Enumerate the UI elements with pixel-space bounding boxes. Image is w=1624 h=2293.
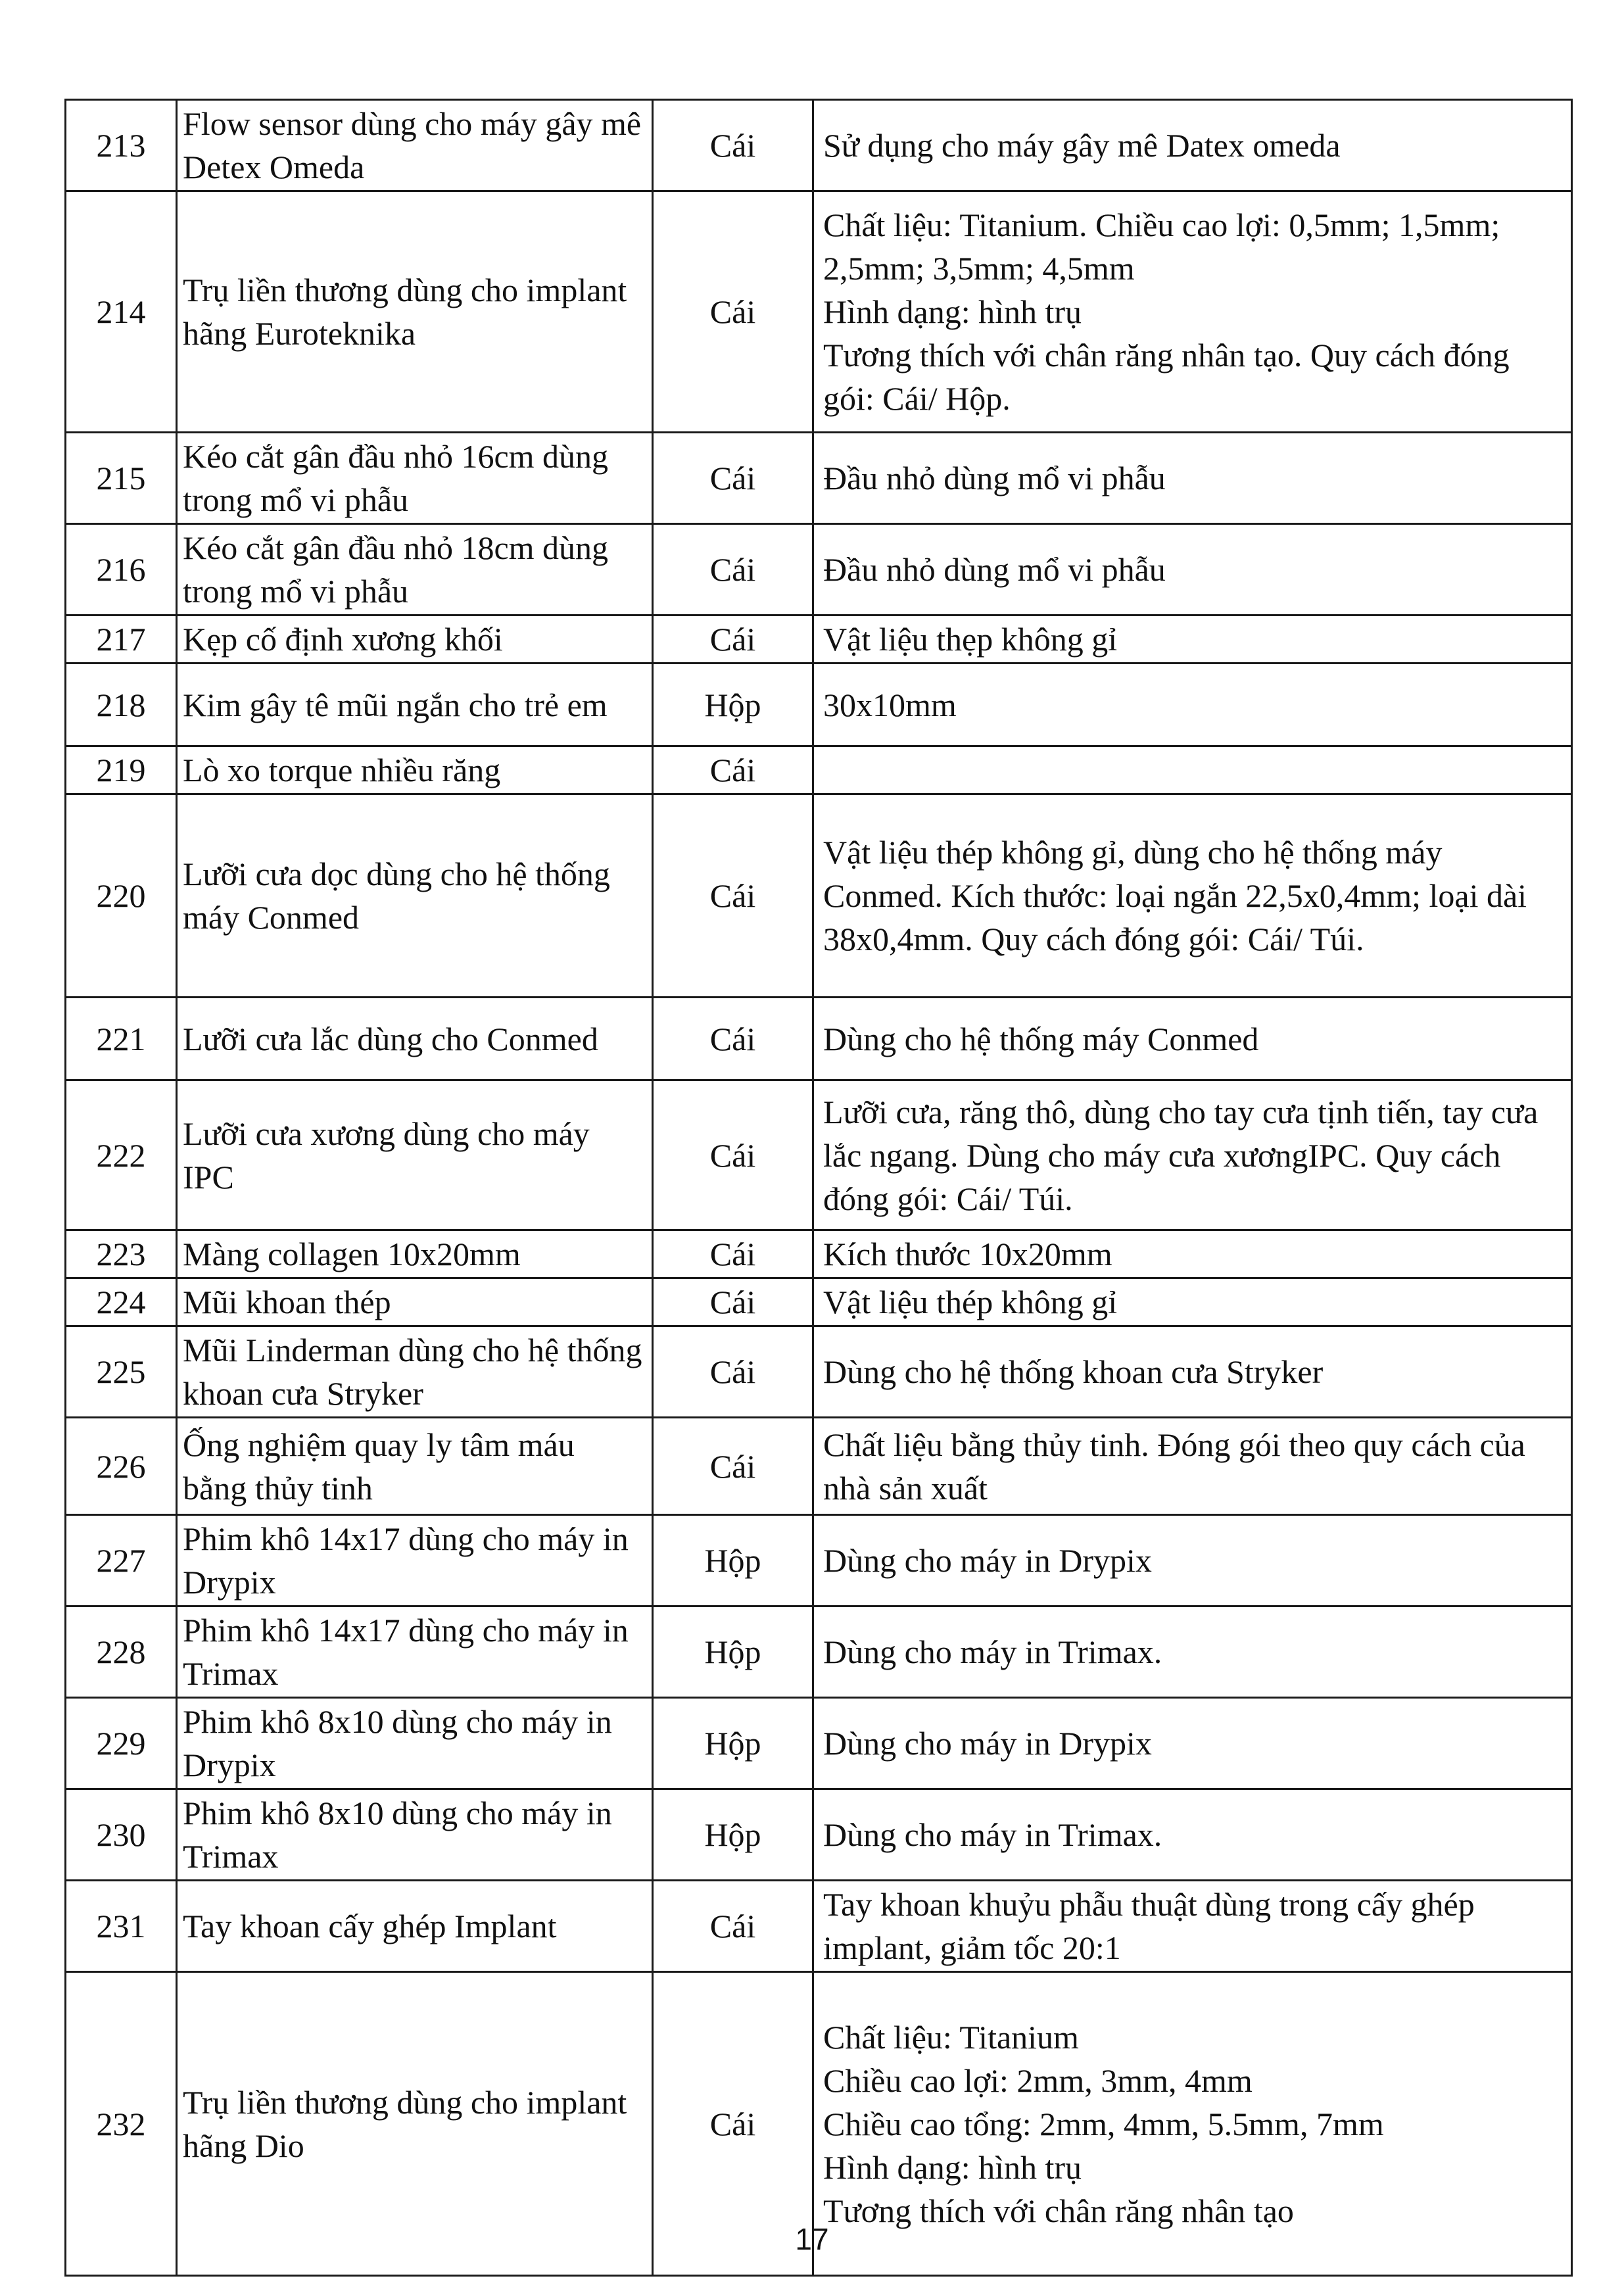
item-name: Kẹp cố định xương khối <box>177 615 653 664</box>
item-description <box>813 664 1572 746</box>
item-name: Phim khô 14x17 dùng cho máy in Drypix <box>177 1515 653 1606</box>
item-name: Lưỡi cưa xương dùng cho máy IPC <box>177 1080 653 1230</box>
item-unit: Cái <box>653 1326 813 1418</box>
item-unit: Cái <box>653 191 813 433</box>
table-body <box>66 100 1572 2276</box>
description-line: Hình dạng: hình trụ <box>823 293 1082 330</box>
table-row <box>66 100 1572 191</box>
table-row <box>66 1230 1572 1278</box>
item-name: Lưỡi cưa lắc dùng cho Conmed <box>177 998 653 1080</box>
item-unit: Cái <box>653 794 813 998</box>
item-name: Phim khô 8x10 dùng cho máy in Trimax <box>177 1789 653 1881</box>
table-row <box>66 1789 1572 1881</box>
row-number: 213 <box>66 100 177 191</box>
row-number: 229 <box>66 1698 177 1789</box>
description-line: Vật liệu thép không gỉ <box>823 1284 1118 1320</box>
item-unit: Hộp <box>653 1515 813 1606</box>
item-description <box>813 794 1572 998</box>
table-row <box>66 998 1572 1080</box>
description-line: Dùng cho máy in Trimax. <box>823 1633 1162 1670</box>
item-unit: Cái <box>653 1881 813 1972</box>
item-description <box>813 524 1572 615</box>
item-description <box>813 1698 1572 1789</box>
item-name: Ống nghiệm quay ly tâm máu bằng thủy tinh <box>177 1418 653 1515</box>
item-description <box>813 1418 1572 1515</box>
item-description <box>813 1515 1572 1606</box>
description-line: Chiều cao tổng: 2mm, 4mm, 5.5mm, 7mm <box>823 2105 1384 2142</box>
item-unit: Hộp <box>653 1606 813 1698</box>
row-number: 224 <box>66 1278 177 1326</box>
row-number: 216 <box>66 524 177 615</box>
item-unit: Cái <box>653 1080 813 1230</box>
description-line: Đầu nhỏ dùng mổ vi phẫu <box>823 460 1166 496</box>
item-name: Kéo cắt gân đầu nhỏ 16cm dùng trong mổ vi phẫu <box>177 433 653 524</box>
row-number: 218 <box>66 664 177 746</box>
table-row <box>66 433 1572 524</box>
description-line: Dùng cho máy in Drypix <box>823 1542 1152 1579</box>
description-line: 30x10mm <box>823 686 957 723</box>
description-line: Dùng cho máy in Trimax. <box>823 1816 1162 1853</box>
row-number: 220 <box>66 794 177 998</box>
row-number: 227 <box>66 1515 177 1606</box>
description-line: Đầu nhỏ dùng mổ vi phẫu <box>823 551 1166 588</box>
description-line: Vật liệu thép không gỉ, dùng cho hệ thống máy Conmed. Kích thước: loại ngắn 22,5x0,4mm; loại dài 38x0,4mm. Quy cách đóng gói: Cái/ Túi. <box>823 834 1527 957</box>
table-row <box>66 746 1572 794</box>
table-row <box>66 1606 1572 1698</box>
table-row <box>66 1418 1572 1515</box>
item-description <box>813 1278 1572 1326</box>
table-row <box>66 1881 1572 1972</box>
table-row <box>66 1515 1572 1606</box>
row-number: 232 <box>66 1972 177 2276</box>
table-row <box>66 664 1572 746</box>
item-name: Trụ liền thương dùng cho implant hãng Dio <box>177 1972 653 2276</box>
description-line: Dùng cho máy in Drypix <box>823 1725 1152 1762</box>
item-description <box>813 191 1572 433</box>
row-number: 219 <box>66 746 177 794</box>
description-line: Dùng cho hệ thống khoan cưa Stryker <box>823 1353 1324 1390</box>
row-number: 228 <box>66 1606 177 1698</box>
row-number: 231 <box>66 1881 177 1972</box>
table-row <box>66 191 1572 433</box>
item-description <box>813 1080 1572 1230</box>
item-unit: Cái <box>653 746 813 794</box>
row-number: 223 <box>66 1230 177 1278</box>
item-description <box>813 1230 1572 1278</box>
description-line: Chiều cao lợi: 2mm, 3mm, 4mm <box>823 2062 1253 2099</box>
item-name: Phim khô 8x10 dùng cho máy in Drypix <box>177 1698 653 1789</box>
item-name: Mũi Linderman dùng cho hệ thống khoan cưa Stryker <box>177 1326 653 1418</box>
item-unit: Cái <box>653 524 813 615</box>
item-description <box>813 433 1572 524</box>
row-number: 221 <box>66 998 177 1080</box>
description-line: Dùng cho hệ thống máy Conmed <box>823 1020 1259 1057</box>
row-number: 222 <box>66 1080 177 1230</box>
item-name: Flow sensor dùng cho máy gây mê Detex Omeda <box>177 100 653 191</box>
item-description <box>813 1881 1572 1972</box>
row-number: 230 <box>66 1789 177 1881</box>
row-number: 225 <box>66 1326 177 1418</box>
table-row <box>66 1698 1572 1789</box>
description-line: Vật liệu thẹp không gỉ <box>823 621 1118 658</box>
description-line: Sử dụng cho máy gây mê Datex omeda <box>823 127 1341 164</box>
table-row <box>66 1326 1572 1418</box>
description-line: Lưỡi cưa, răng thô, dùng cho tay cưa tịnh tiến, tay cưa lắc ngang. Dùng cho máy cưa xươngIPC. Quy cách đóng gói: Cái/ Túi. <box>823 1093 1539 1217</box>
row-number: 226 <box>66 1418 177 1515</box>
table-row <box>66 1278 1572 1326</box>
description-line: Tay khoan khuỷu phẫu thuật dùng trong cấy ghép implant, giảm tốc 20:1 <box>823 1886 1475 1966</box>
item-name: Kéo cắt gân đầu nhỏ 18cm dùng trong mổ vi phẫu <box>177 524 653 615</box>
page-number: 17 <box>795 2222 829 2256</box>
item-unit: Cái <box>653 615 813 664</box>
item-unit: Hộp <box>653 664 813 746</box>
description-line: Chất liệu bằng thủy tinh. Đóng gói theo quy cách của nhà sản xuất <box>823 1426 1525 1507</box>
description-line: Chất liệu: Titanium <box>823 2018 1079 2056</box>
row-number: 217 <box>66 615 177 664</box>
table-row <box>66 524 1572 615</box>
description-line: Kích thước 10x20mm <box>823 1236 1112 1272</box>
item-unit: Cái <box>653 433 813 524</box>
equipment-table <box>64 99 1573 2277</box>
item-unit: Hộp <box>653 1698 813 1789</box>
description-line: Chất liệu: Titanium. Chiều cao lợi: 0,5mm; 1,5mm; 2,5mm; 3,5mm; 4,5mm <box>823 206 1500 287</box>
table-row <box>66 615 1572 664</box>
row-number: 215 <box>66 433 177 524</box>
item-description <box>813 746 1572 794</box>
description-line: Tương thích với chân răng nhân tạo. Quy cách đóng gói: Cái/ Hộp. <box>823 337 1510 417</box>
item-unit: Hộp <box>653 1789 813 1881</box>
description-line: Hình dạng: hình trụ <box>823 2148 1082 2186</box>
table-row <box>66 1080 1572 1230</box>
item-description <box>813 998 1572 1080</box>
item-name: Màng collagen 10x20mm <box>177 1230 653 1278</box>
table-row <box>66 794 1572 998</box>
item-name: Tay khoan cấy ghép Implant <box>177 1881 653 1972</box>
row-number: 214 <box>66 191 177 433</box>
item-unit: Cái <box>653 1230 813 1278</box>
item-unit: Cái <box>653 1972 813 2276</box>
item-name: Lò xo torque nhiều răng <box>177 746 653 794</box>
item-description <box>813 1606 1572 1698</box>
item-description <box>813 1789 1572 1881</box>
item-unit: Cái <box>653 1278 813 1326</box>
item-description <box>813 1326 1572 1418</box>
item-unit: Cái <box>653 1418 813 1515</box>
item-name: Kim gây tê mũi ngắn cho trẻ em <box>177 664 653 746</box>
item-name: Phim khô 14x17 dùng cho máy in Trimax <box>177 1606 653 1698</box>
item-unit: Cái <box>653 998 813 1080</box>
item-unit: Cái <box>653 100 813 191</box>
item-name: Mũi khoan thép <box>177 1278 653 1326</box>
item-description <box>813 615 1572 664</box>
item-description <box>813 100 1572 191</box>
description-line: Tương thích với chân răng nhân tạo <box>823 2192 1294 2229</box>
item-name: Lưỡi cưa dọc dùng cho hệ thống máy Conmed <box>177 794 653 998</box>
item-name: Trụ liền thương dùng cho implant hãng Euroteknika <box>177 191 653 433</box>
